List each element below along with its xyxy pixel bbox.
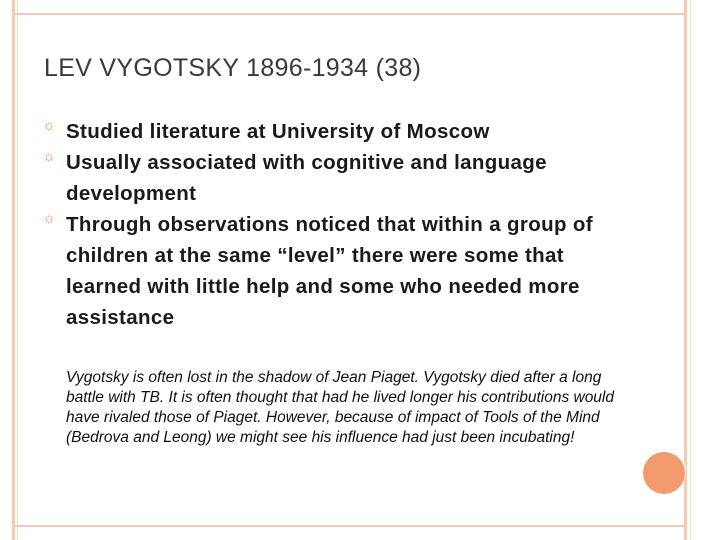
sun-bullet-icon: ☼ bbox=[42, 148, 57, 165]
decorative-circle bbox=[643, 452, 685, 494]
slide-title: LEV VYGOTSKY 1896-1934 (38) bbox=[44, 54, 422, 82]
frame-left-border bbox=[12, 0, 15, 540]
frame-left-inner-border bbox=[17, 0, 18, 540]
speaker-note-text: Vygotsky is often lost in the shadow of Jean Piaget. Vygotsky died after a long battle with TB. It is often thought that had he lived longer his contributions would have rivaled those of Piaget. However, because of impact of Tools of the Mind (Bedrova and Leong) we might see his influence had just been incubating! bbox=[66, 369, 614, 446]
frame-right-border bbox=[684, 0, 687, 540]
bullet-item bbox=[42, 209, 632, 333]
bullet-text: Usually associated with cognitive and language development bbox=[66, 151, 547, 205]
bullet-list bbox=[42, 116, 632, 333]
bullet-text: Studied literature at University of Moscow bbox=[66, 120, 490, 143]
bullet-item bbox=[42, 116, 632, 147]
bullet-text: Through observations noticed that within a group of children at the same “level” there were some that learned with little help and some who needed more assistance bbox=[66, 213, 593, 329]
frame-bottom-border bbox=[12, 525, 687, 527]
frame-top-border bbox=[12, 13, 687, 15]
frame-right-inner-border bbox=[690, 0, 691, 540]
bullet-item bbox=[42, 147, 632, 209]
sun-bullet-icon: ☼ bbox=[42, 210, 57, 227]
sun-bullet-icon: ☼ bbox=[42, 117, 57, 134]
